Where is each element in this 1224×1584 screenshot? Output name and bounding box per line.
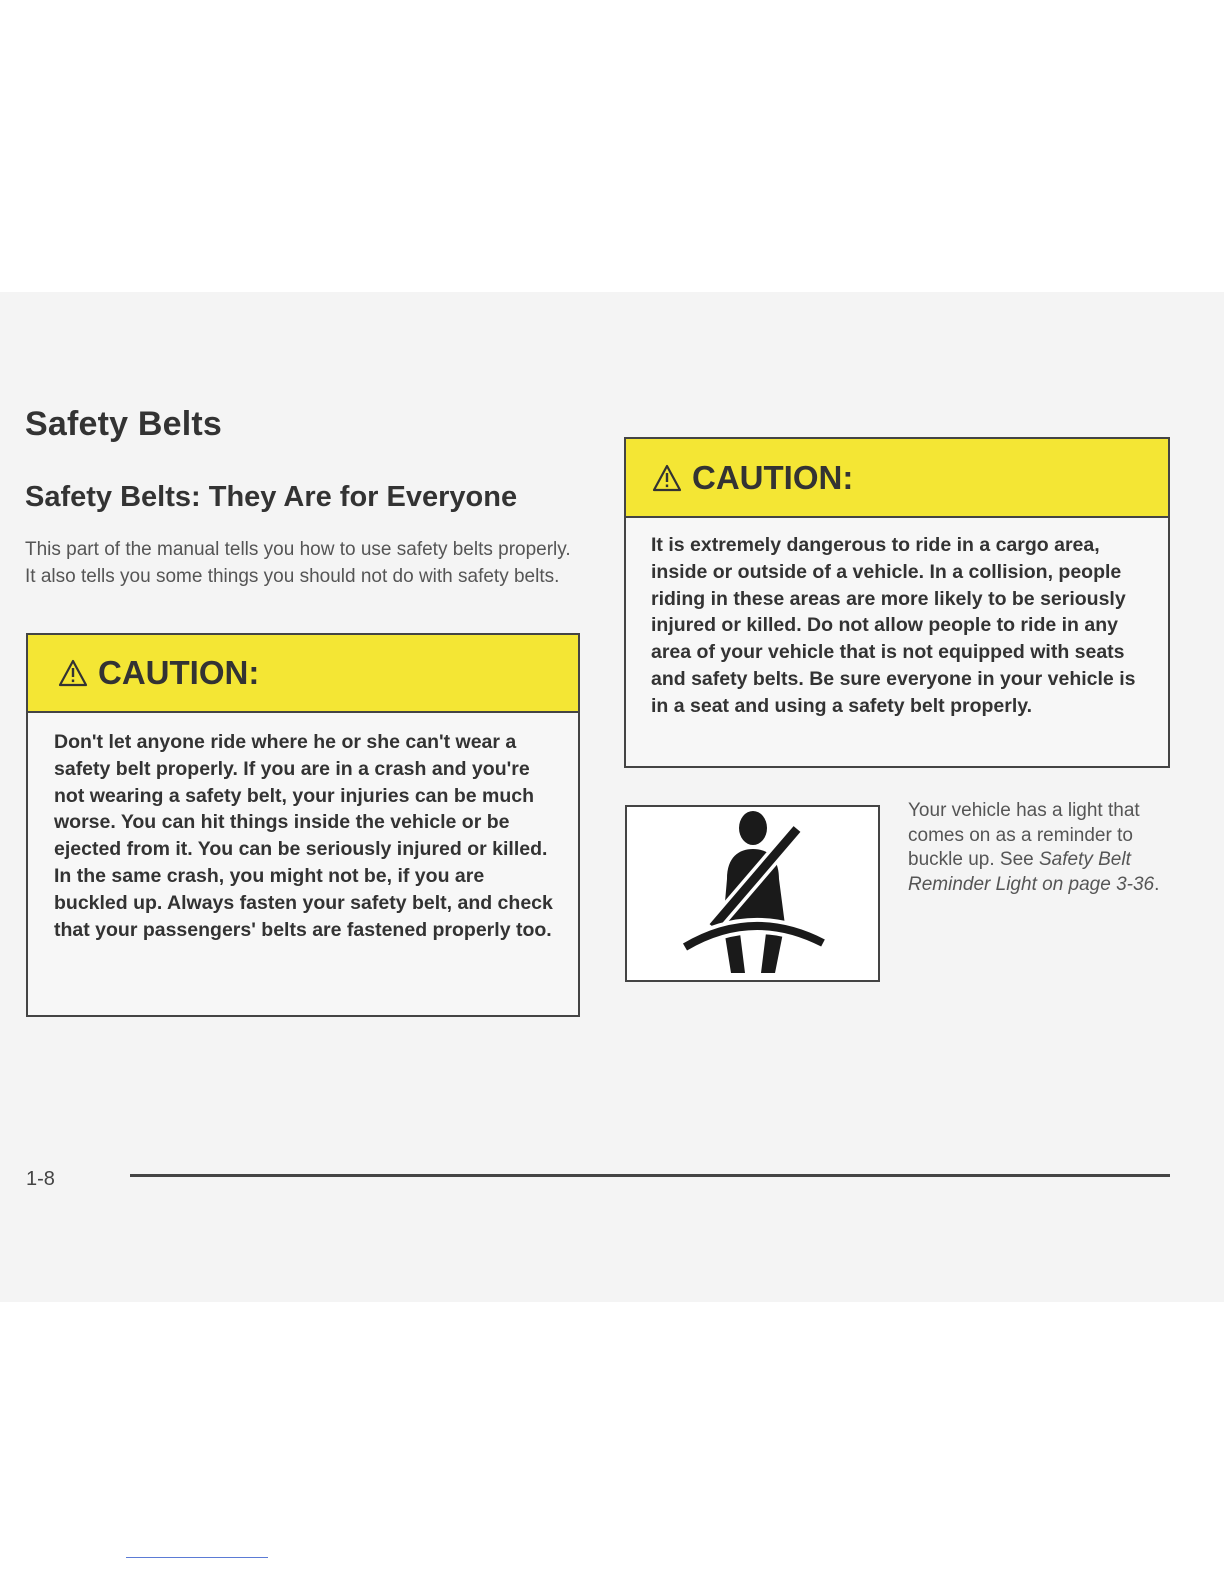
caution-header [28,635,578,713]
section-subtitle: Safety Belts: They Are for Everyone [25,481,518,513]
warning-triangle-icon [652,464,682,492]
caution-header [626,439,1168,518]
caution-label: CAUTION: [692,458,854,496]
reminder-reference: Safety Belt Reminder Light on page 3-36 [908,849,1155,895]
safety-belt-reminder-figure [625,805,880,982]
warning-triangle-icon [58,659,88,687]
safety-belt-reminder-icon [627,807,878,980]
page-title: Safety Belts [25,405,223,443]
reminder-paragraph [908,799,1178,897]
footer-rule [130,1174,1170,1177]
caution-box-left [26,633,580,1017]
page-number: 1-8 [26,1168,55,1190]
reminder-text: Your vehicle has a light that comes on as a reminder to buckle up. See [908,800,1140,870]
reminder-end: . [1154,873,1160,895]
caution-box-right [624,437,1170,768]
caution-text: Don't let anyone ride where he or she can't wear a safety belt properly. If you are in a crash and you're not wearing a safety belt, your injuries can be much worse. You can hit things inside the vehicle or be ejected from it. You can be seriously injured or killed. In the same crash, you might not be, if you are buckled up. Always fasten your safety belt, and check that your passengers' belts are fastened properly too. [54,731,553,941]
bottom-link-underline [126,1557,268,1558]
caution-text: It is extremely dangerous to ride in a cargo area, inside or outside of a vehicle. In a collision, people riding in these areas are more likely to be seriously injured or killed. Do not allow people to ride in any area of your vehicle that is not equipped with seats and safety belts. Be sure everyone in your vehicle is in a seat and using a safety belt properly. [651,534,1136,717]
intro-paragraph: This part of the manual tells you how to use safety belts properly. It also tells you some things you should not do with safety belts. [25,539,571,587]
caution-label: CAUTION: [98,654,260,691]
